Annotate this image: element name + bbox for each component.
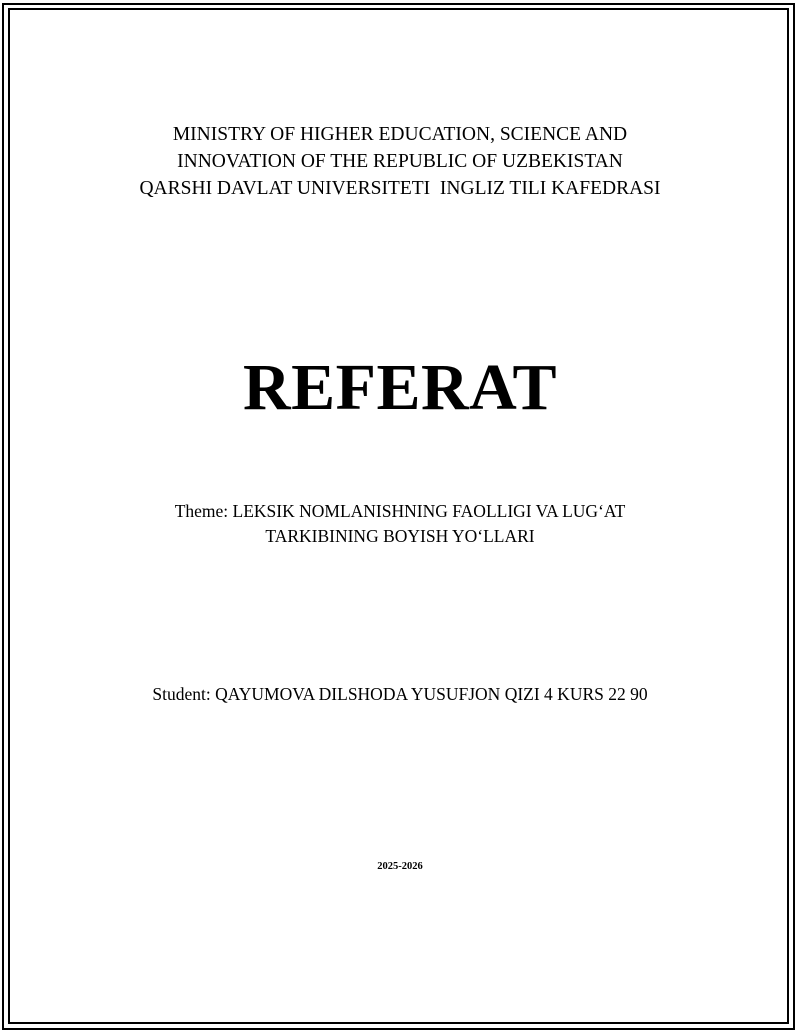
- header-line-ministry: MINISTRY OF HIGHER EDUCATION, SCIENCE AND: [172, 124, 628, 145]
- theme-line-2: TARKIBINING BOYISH YO‘LLARI: [265, 526, 535, 546]
- document-title: REFERAT: [243, 351, 557, 424]
- academic-year: 2025-2026: [377, 861, 423, 872]
- header-line-country: INNOVATION OF THE REPUBLIC OF UZBEKISTAN: [177, 151, 623, 172]
- student-info: Student: QAYUMOVA DILSHODA YUSUFJON QIZI 4 KURS 22 90: [152, 684, 648, 704]
- theme-block: [0, 499, 800, 549]
- header-line-university: QARSHI DAVLAT UNIVERSITETI INGLIZ TILI KAFEDRASI: [139, 178, 661, 199]
- theme-line-1: Theme: LEKSIK NOMLANISHNING FAOLLIGI VA LUG‘AT: [174, 501, 626, 521]
- institution-header: [0, 121, 800, 202]
